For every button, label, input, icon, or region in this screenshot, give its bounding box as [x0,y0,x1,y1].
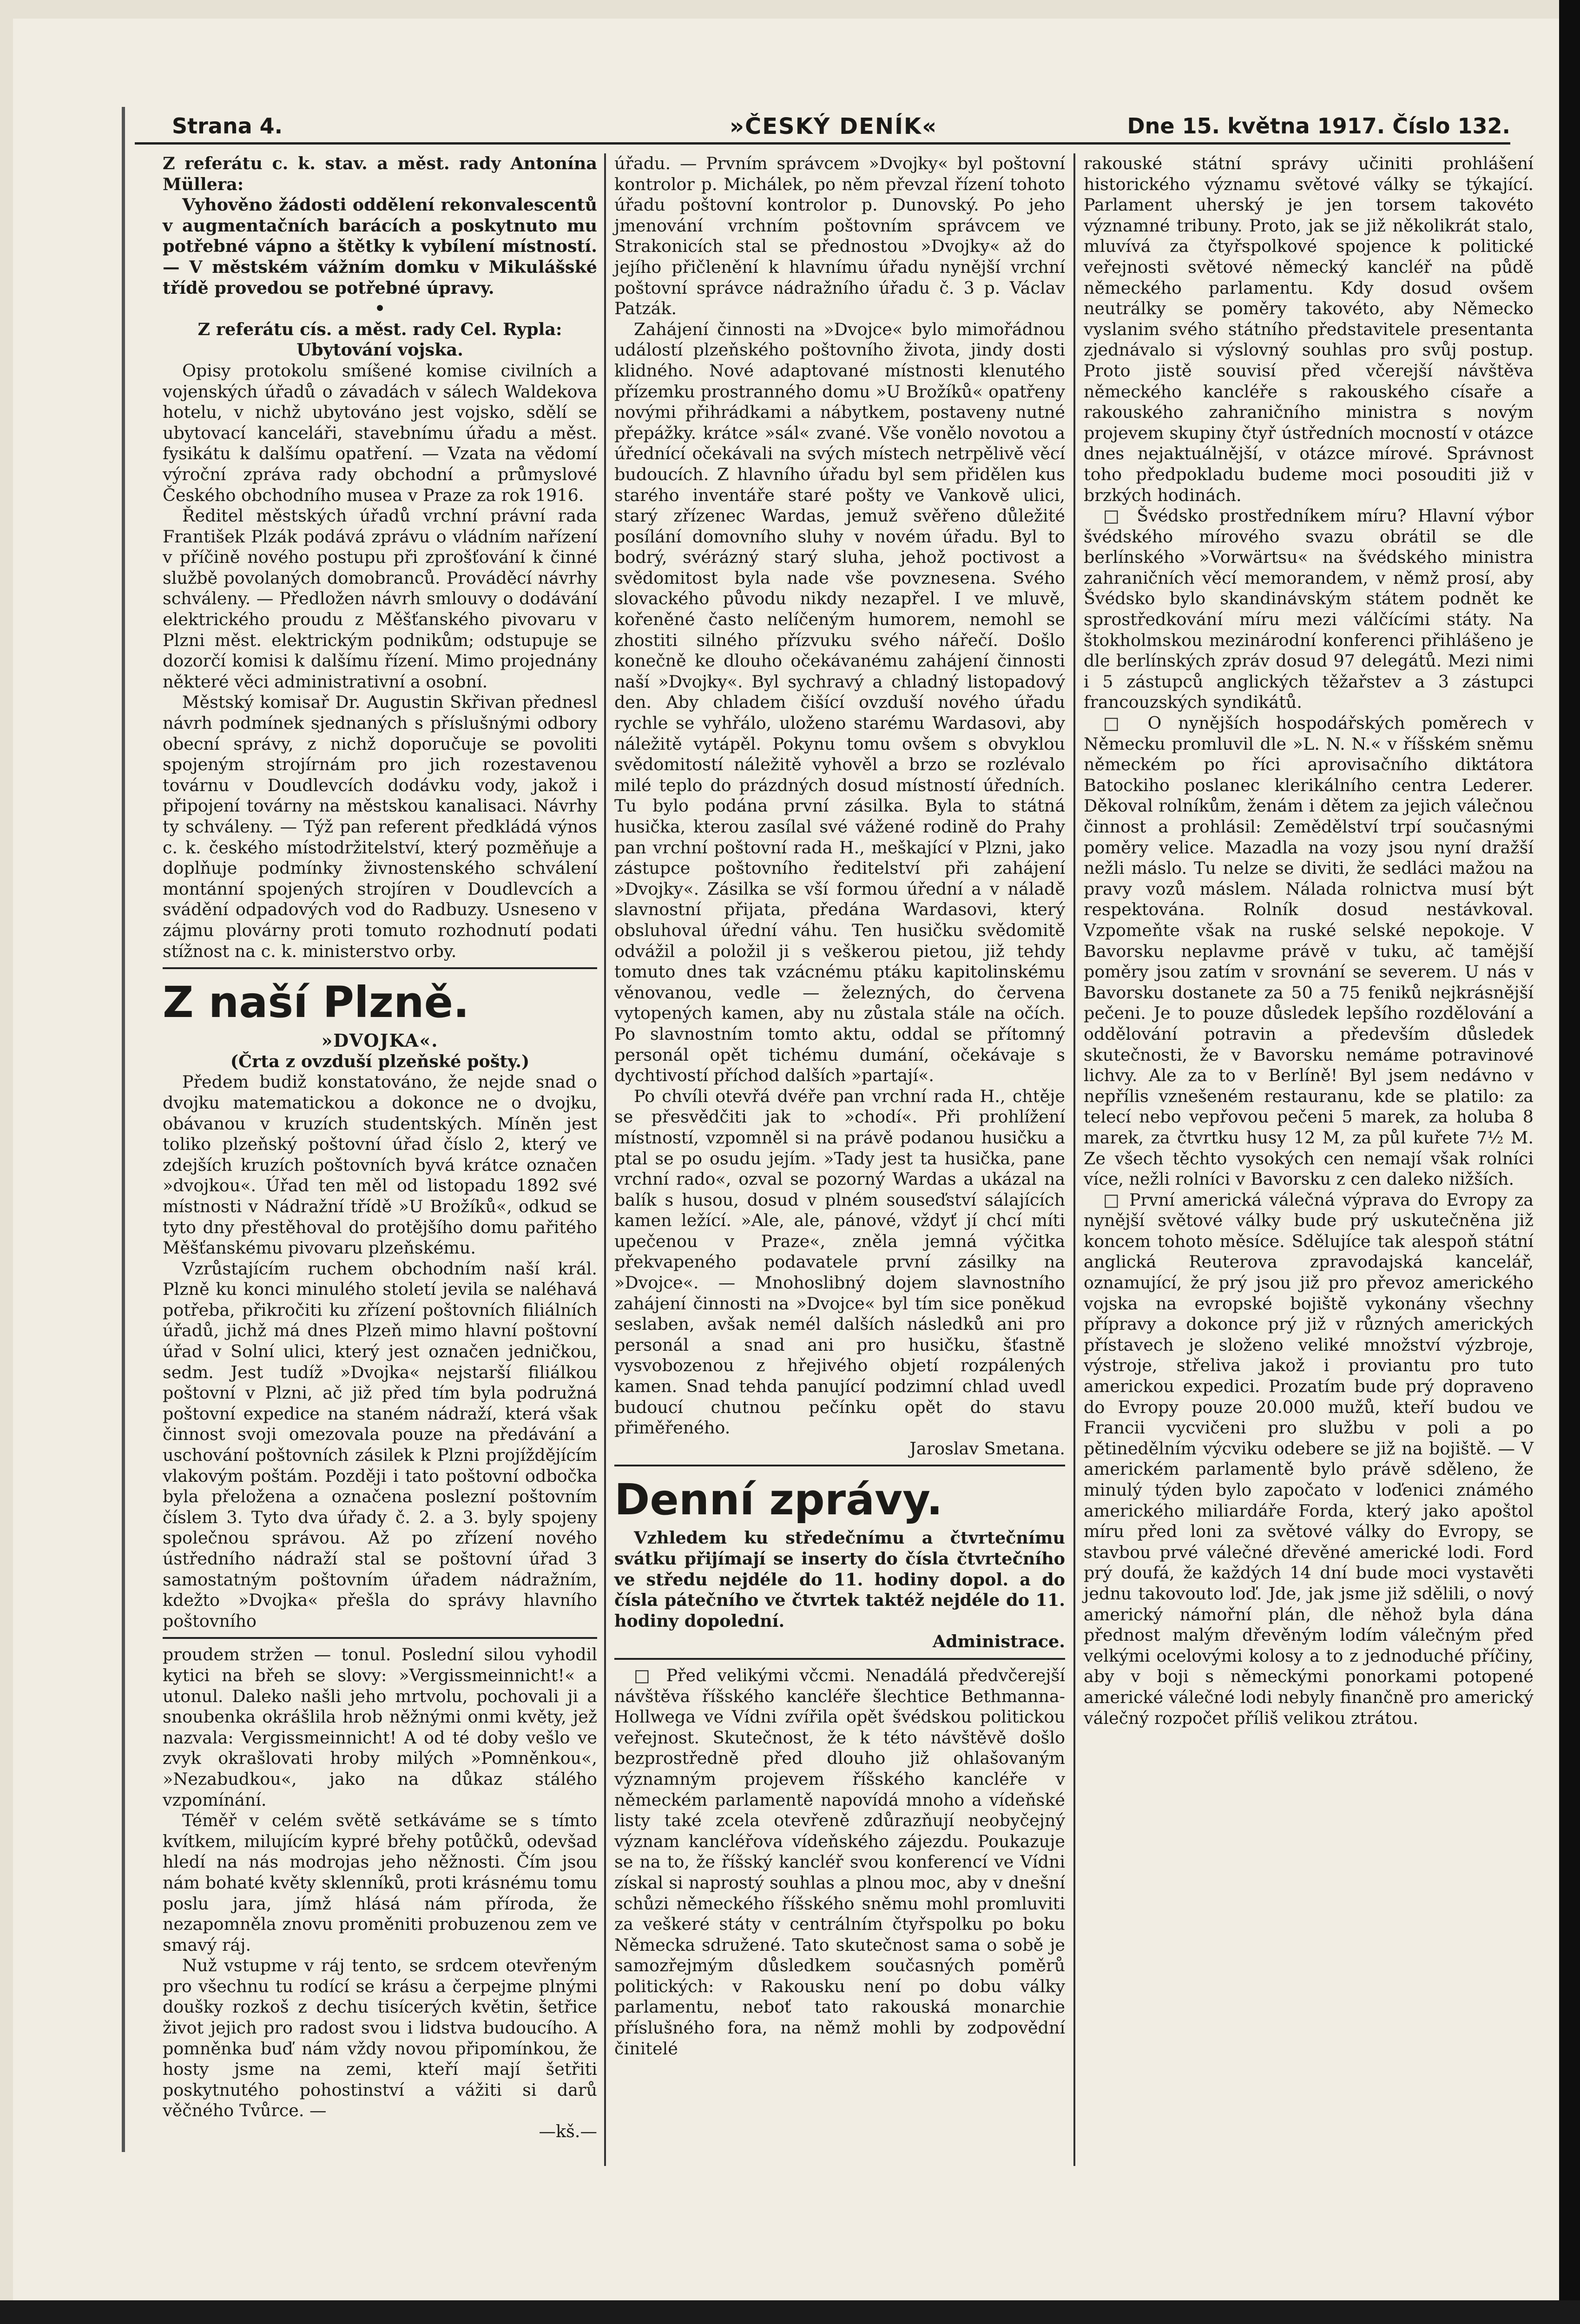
article-paragraph: Nuž vstupme v ráj tento, se srdcem otevřeným pro všechnu tu rodící se krásu a čerpejme plnými doušky rozkoš z dechu tisícerých květin, šetřice život jejich pro radost svou i lidstva budoucího. A pomněnka buď nám vždy novou připomínkou, že hosty jsme na zemi, kteří mají šetřiti poskytnutého pohostinství a vážiti si darů věčného Tvůrce. — [163,1955,597,2121]
news-item-text: Před velikými včcmi. Nenadálá předvčerejší návštěva říšského kancléře šlechtice Bethmanna-Hollwega ve Vídni zvířila opět švédskou politickou veřejnost. Skutečnost, že k této návštěvě došlo bezprostředně před dlouho již ohlašovaným významným projevem říšského kancléře v německém parlamentě napovídá mnoho a vídeňské listy také zcela otevřeně zdůrazňují neobyčejný význam kancléřova vídeňského zájezdu. Poukazuje se na to, že říšský kancléř svou konferencí ve Vídni získal si naprostý souhlas a plnou moc, aby v dnešní schůzi německého říšského sněmu mohl promluviti za veškeré státy v centrálním čtyřspolku po boku Německa sdružené. Tato skutečnost sama o sobě je samozřejmým důsledkem současných poměrů politických: v Rakousku není po dobu války parlamentu, neboť tato rakouská monarchie příslušného fora, na němž mohli by zodpovědní činitelé [614,1665,1065,2059]
news-item [1084,713,1534,1190]
article-paragraph: Po chvíli otevřá dvéře pan vrchní rada H., chtěje se přesvědčiti jak to »chodí«. Při prohlížení místností, vzpomněl si na právě podanou husičku a ptal se po osudu jejím. »Tady jest ta husička, pane vrchní rado«, ozval se pozorný Wardas a ukázal na balík s husou, dosud v plném souseďství sálajících kamen ležící. »Ale, ale, pánové, vždyť jí chcí míti upečenou v Praze«, zněla jemná výčitka překvapeného podavatele první zásilky na »Dvojce«. — Mnohoslibný dojem slavnostního zahájení činnosti na »Dvojce« byl tím sice poněkud seslaben, avšak nemél dalších následků ani pro personál a snad ani pro husičku, šťastně vysvobozenou z hřejivého objetí rozpálených kamen. Snad tehda panující podzimní chlad uvedl budoucí chutnou pečínku opět do stavu přiměřeného. [614,1086,1065,1438]
article-paragraph: Téměř v celém světě setkáváme se s tímto kvítkem, milujícím kypré břehy potůčků, odevšad hledí na nás modrojas jeho něžnosti. Čím jsou nám bohaté květy sklenníků, proti krásnému tomu poslu jara, jímž hlásá nám příroda, že nezapomněla znovu proměniti probuzenou zem ve smavý ráj. [163,1810,597,1955]
column-3 [1084,153,1534,1729]
box-icon: □ [1103,713,1148,733]
report-plzak: Ředitel městských úřadů vrchní právní rada František Plzák podává zprávu o vládním nařízení v příčině nového postupu při zprošťování k činné službě povolaných domobranců. Prováděcí návrhy schváleny. — Předložen návrh smlouvy o dodávání elektrického proudu z Měšťanského pivovaru v Plzni měst. elektrickým podnikům; odstupuje se dozorčí komisi k dalšímu řízení. Mimo projednány některé věci administrativní a osobní. [163,506,597,692]
article-paragraph: Předem budiž konstatováno, že nejde snad o dvojku matematickou a dokonce ne o dvojku, obávanou v kruzích studentských. Míněn jest toliko plzeňský poštovní úřad číslo 2, který ve zdejších kruzích poštovních byvá krátce označen »dvojkou«. Úřad ten měl od listopadu 1892 své místnosti v Nádražní třídě »U Brožíků«, odkud se tyto dny přestěhoval do protějšího domu pařitého Měšťanskému pivovaru plzeňskému. [163,1072,597,1258]
issue-date: Dne 15. května 1917. Číslo 132. [1127,113,1510,139]
article-paragraph: úřadu. — Prvním správcem »Dvojky« byl poštovní kontrolor p. Michálek, po něm převzal řízení tohoto úřadu poštovní kontrolor p. Dunovský. Po jeho jmenování vrchním poštovním správcem ve Strakonicích stal se přednostou »Dvojky« až do jejího přičlenění k hlavnímu úřadu nynější vrchní poštovní správce nádražního úřadu č. 3 p. Václav Patzák. [614,153,1065,319]
report-skrivan: Městský komisař Dr. Augustin Skřivan přednesl návrh podmínek sjednaných s příslušnými odbory obecní správy, z nichž doporučuje se povoliti spojeným strojírnám pro jich rozestavenou továrnu v Doudlevcích dodávku vody, jakož i připojení továrny na městskou kanalisaci. Návrhy ty schváleny. — Týž pan referent předkládá výnos c. k. českého místodržitelství, který pozměňuje a doplňuje podmínky živnostenského schválení montánní spojených strojíren v Doudlevcích a svádění odpadových vod do Radbuzy. Usneseno v zájmu plovárny proti tomuto rozhodnutí podati stížnost na c. k. ministerstvo orby. [163,692,597,961]
scan-edge-bottom [0,2300,1580,2324]
section-headline: Denní zprávy. [614,1475,943,1525]
article-signature: —kš.— [539,2121,597,2142]
news-item-text: První americká válečná výprava do Evropy za nynější světové války bude prý uskutečněna již koncem tohoto měsíce. Sdělujíce tak alespoň státní anglická Reuterova zpravodajská kancelář, oznamující, že prý jsou již pro převoz amerického vojska na evropské bojiště vykonány všechny přípravy a dokonce prý již v různých amerických přístavech je složeno veliké množství výzbroje, výstroje, střeliva jakož i proviantu pro tuto americkou expedici. Prozatím bude prý dopraveno do Evropy pouze 20.000 mužů, kteří budou ve Francii vycvičeni pro službu v poli a po pětinedělním výcviku odebere se již na bojiště. — V americkém parlamentě bylo právě sděleno, že minulý týden bylo započato v loďenici známého amerického miliardáře Forda, který jako apoštol míru před loni za světové války do Evropy, se stavbou prvé válečné dřevěné americké lodi. Ford prý doufá, že každých 14 dní bude moci vystavěti jednu takovouto loď. Jde, jak jsme již sdělili, o nový americký námořní plán, dle něhož byla dána přednost malým dřevěným lodím válečným před velkými ocelovými kolosy a to z jednoduché příčiny, aby v boji s německými ponorkami potopené americké válečné lodi nebyly finančně pro americký válečný rozpočet příliš velikou ztrátou. [1084,1189,1534,1728]
section-rule [163,967,597,969]
article-title: »DVOJKA«. [321,1030,439,1051]
news-item-text: Švédsko prostředníkem míru? Hlavní výbor švédského mírového svazu obrátil se dle berlínského »Vorwärtsu« na švédského ministra zahraničních věcí memorandem, v němž prosí, aby Švédsko bylo skandinávským státem podnět ke sprostředkování míru mezi válčícími státy. Na štokholmskou mezinárodní konferenci přihlášeno je dle berlínských zpráv dosud 97 delegátů. Mezi nimi i 5 zástupců anglických těžařstev a 3 zástupci francouzských syndikátů. [1084,506,1534,713]
news-item [1084,506,1534,713]
news-item [1084,1190,1534,1729]
box-icon: □ [1103,506,1137,526]
report-muller-body: Vyhověno žádosti oddělení rekonvalescentů v augmentačních barácích a poskytnuto mu potřebné vápno a štětky k vybílení místností. — V městském vážním domku v Mikulášské třídě provedou se potřebné úpravy. [163,195,597,298]
report-rypl-subheading: Ubytování vojska. [296,340,463,360]
report-muller-heading: Z referátu c. k. stav. a měst. rady Antonína Müllera: [163,153,597,194]
news-item [614,1665,1065,2059]
report-rypl-body: Opisy protokolu smíšené komise civilních a vojenských úřadů o závadách v sálech Waldekova hotelu, v nichž ubytováno jest vojsko, sdělí se ubytovací kanceláři, stavebnímu úřadu a měst. fysikátu k dalšímu opatření. — Vzata na vědomí výroční zpráva rady obchodní a průmyslové Českého obchodního musea v Praze za rok 1916. [163,360,597,505]
news-item-text: O nynějších hospodářských poměrech v Německu promluvil dle »L. N. N.« v říšském sněmu německém po říci aprovisačního diktátora Batockiho poslanec klerikálního centra Lederer. Děkoval rolníkům, ženám i dětem za jejich válečnou činnost a prohlásil: Zemědělství trpí současnými poměry velice. Mazadla na vozy jsou nyní dražší nežli máslo. Tu nelze se diviti, že sedláci mažou na pravy vozů máslem. Nálada rolnictva musí být respektována. Rolník dosud nestávkoval. Vzpomeňte však na ruské selské nepokoje. V Bavorsku neplavme právě v tuku, ač tamější poměry jsou zatím v srovnání se severem. U nás v Bavorsku dostanete za 50 a 75 feniků nejkrásnější pečeni. Je to pouze důsledek lepšího rozdělování a oddělování potravin a především důsledek skutečnosti, že v Bavorsku nemáme potravinové lichvy. Ale za to v Berlíně! Byl jsem nedávno v nepřílis vznešeném restauranu, kde se platilo: za telecí nebo vepřovou pečeni 5 marek, za holuba 8 marek, za čtvrtku husy 12 M, za půl kuřete 7½ M. Ze všech těchto vysokých cen nemají však rolníci více, nežli rolníci v Bavorsku z cen daleko nižších. [1084,713,1534,1189]
article-paragraph: proudem stržen — tonul. Poslední silou vyhodil kytici na břeh se slovy: »Vergissmeinnicht!« a utonul. Daleko našli jeho mrtvolu, pochovali ji a snoubenka okrášlila hrob něžnými onmi květy, jež nazvala: Vergissmeinnicht! A od té doby vešlo ve zvyk okrašlovati hroby milých »Pomněnkou«, »Nezabudkou«, jako na důkaz stálého vzpomínání. [163,1644,597,1810]
article-paragraph: rakouské státní správy učiniti prohlášení historického významu světové války se týkající. Parlament uherský je jen torsem takovéto významné tribuny. Proto, jak se již několikrát stalo, mluvívá za čtyřspolkové spojence k politické veřejnosti světové německý kancléř na půdě německého parlamentu. Kdy dosud ovšem neutrálky se poměry takovéto, aby Německo vyslanim svého státního představitele presentanta zjednávalo si výslovný souhlas pro svůj postup. Proto jistě souvisí před včerejší návštěva německého kancléře s rakouského císaře a rakouského zahraničního ministra s novým projevem skupiny čtyř ústředních mocností v otázce dnes nejaktuálnější, v otázce mírové. Správnost toho předpokladu budeme moci posouditi již v brzkých hodinách. [1084,153,1534,505]
notice-signature: Administrace. [932,1631,1065,1652]
separator-dot: • [374,298,386,319]
column-1 [163,153,597,2142]
section-headline: Z naší Plzně. [163,977,469,1028]
column-rule-2 [1073,153,1075,2166]
article-paragraph: Vzrůstajícím ruchem obchodním naší král. Plzně ku konci minulého století jevila se naléhavá potřeba, přikročiti ku zřízení poštovních filiálních úřadů, jichž má dnes Plzeň mimo hlavní poštovní úřad v Solní ulici, který jest označen jedničkou, sedm. Jest tudíž »Dvojka« nejstarší filiálkou poštovní v Plzni, ač již před tím byla podružná poštovní expedice na staném nádraží, která však činnost svoji omezovala pouze na předávání a uschování poštovních zásilek k Plzni projíždějícím vlakovým poštám. Později i tato poštovní odbočka byla přeložena a označena poslezní poštovním číslem 3. Tyto dva úřady č. 2. a 3. byly spojeny společnou správou. Až po zřízení nového ústředního nádraží stal se poštovní úřad 3 samostatným poštovním úřadem nádražním, kdežto »Dvojka« přešla do správy hlavního poštovního [163,1258,597,1631]
column-2 [614,153,1065,2059]
box-icon: □ [634,1665,666,1685]
article-subtitle: (Črta z ovzduší plzeňské pošty.) [230,1051,530,1071]
margin-rule [122,107,125,2152]
article-signature: Jaroslav Smetana. [909,1438,1065,1459]
page-number: Strana 4. [172,113,283,139]
section-rule [163,1637,597,1639]
scan-edge-right [1559,0,1580,2324]
column-rule-1 [604,153,606,2166]
report-rypl-heading: Z referátu cís. a měst. rady Cel. Rypla: [198,319,562,339]
article-paragraph: Zahájení činnosti na »Dvojce« bylo mimořádnou událostí plzeňského poštovního života, jindy dosti klidného. Nové adaptované místnosti klenutého přízemku prostranného domu »U Brožíků« opatřeny novými přihrádkami a nábytkem, postaveny nutné přepážky. krátce »sál« zvané. Vše vonělo novotou a úřednící očekávali na svých místech netrpělivě věcí budoucích. Z hlavního úřadu byl sem přidělen kus starého inventáře staré pošty ve Vankově ulici, starý zřízenec Wardas, jemuž svěřeno důležité posílání domovního sluhy v novém úřadu. Byl to bodrý, svérázný starý sluha, jehož poctivost a svědomitost byla nade vše povznesena. Svého slovackého původu nikdy nezapřel. I ve mluvě, kořeněné často nelíčeným humorem, nemohl se zhostiti silného přízvuku svého nářečí. Došlo konečně ke dlouho očekávanému zahájení činnosti naší »Dvojky«. Byl sychravý a chladný listopadový den. Aby chladem čišící ovzduší nového úřadu rychle se vyhřálo, uloženo starému Wardasovi, aby náležitě vytápěl. Pokynu tomu ovšem s obvyklou svědomitostí náležitě vyhověl a brzo se rozlévalo milé teplo do prázdných dosud místností úředních. Tu bylo podána první zásilka. Byla to státná husička, kterou zasílal své vážené rodině do Prahy pan vrchní poštovní rada H., meškající v Plzni, jako zástupce poštovního ředitelství při zahájení »Dvojky«. Zásilka se vší formou úřední a v náladě slavnostní přijata, předána Wardasovi, který obsluhoval úřední váhu. Ten husičku svědomitě odvážil a položil ji s veškerou pietou, již tehdy tomuto dnes tak vzácnému ptáku kapitolinskému věnovanou, vedle — železných, do červena vytopených kamen, aby nu zůstala stále na očích. Po slavnostním tomto aktu, oddal se přítomný personál opět tichému dumání, očekávaje s dychtivostí příchod dalších »partají«. [614,319,1065,1086]
page-header [135,110,1510,145]
section-rule [614,1465,1065,1466]
notice-text: Vzhledem ku středečnímu a čtvrtečnímu svátku přijímají se inserty do čísla čtvrtečního ve středu nejdéle do 11. hodiny dopol. a do čísla pátečního ve čtvrtek taktéž nejdéle do 11. hodiny dopolední. [614,1528,1065,1631]
section-rule [614,1658,1065,1660]
box-icon: □ [1103,1189,1130,1210]
newspaper-title: »ČESKÝ DENÍK« [730,113,938,139]
